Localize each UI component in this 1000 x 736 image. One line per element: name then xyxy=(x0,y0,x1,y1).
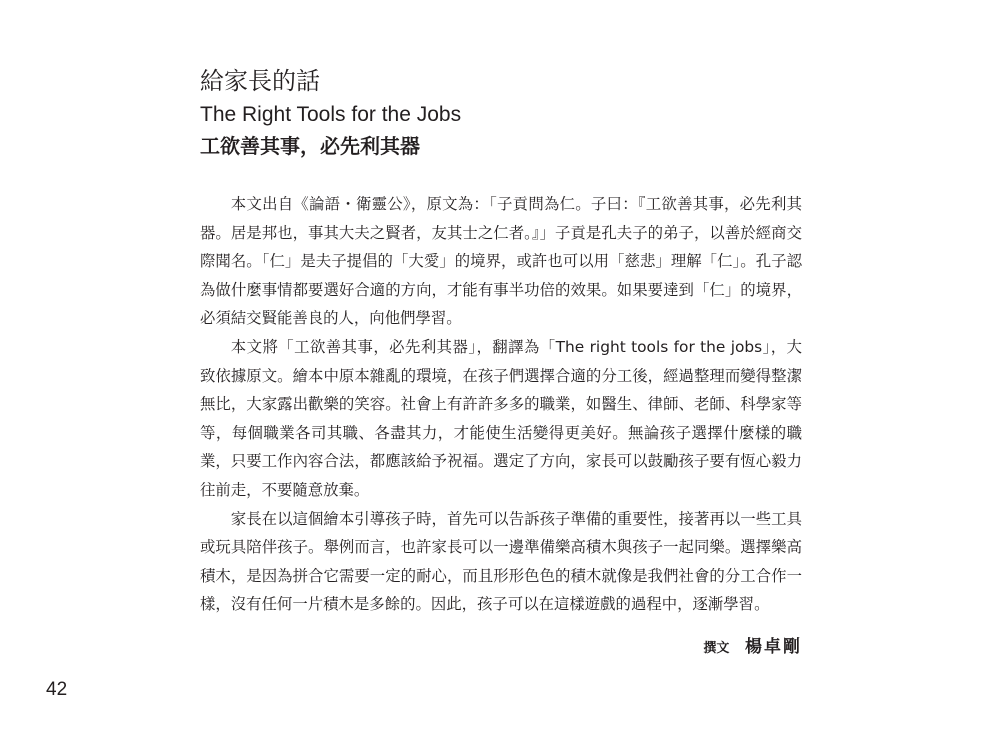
chinese-subtitle: 工欲善其事，必先利其器 xyxy=(200,134,420,158)
page-title: 給家長的話 xyxy=(200,67,320,95)
page-number: 42 xyxy=(46,679,68,700)
paragraph-2: 本文將「工欲善其事，必先利其器」，翻譯為「The right tools for the jobs」，大致依據原文。繪本中原本雜亂的環境，在孩子們選擇合適的分工後，經過整理而變得整潔無比，大家露出歡樂的笑容。社會上有許許多多的職業，如醫生、律師、老師、科學家等等，每個職業各司其職、各盡其力，才能使生活變得更美好。無論孩子選擇什麼樣的職業，只要工作內容合法，都應該給予祝福。選定了方向，家長可以鼓勵孩子要有恆心毅力往前走，不要隨意放棄。 xyxy=(200,337,802,499)
author-signature xyxy=(703,632,802,657)
signature-label: 撰文 xyxy=(703,641,730,656)
english-title: The Right Tools for the Jobs xyxy=(200,103,462,126)
author-name: 楊卓剛 xyxy=(745,637,802,657)
paragraph-3: 家長在以這個繪本引導孩子時，首先可以告訴孩子準備的重要性，接著再以一些工具或玩具陪伴孩子。舉例而言，也許家長可以一邊準備樂高積木與孩子一起同樂。選擇樂高積木，是因為拼合它需要一定的耐心，而且形形色色的積木就像是我們社會的分工合作一樣，沒有任何一片積木是多餘的。因此，孩子可以在這樣遊戲的過程中，逐漸學習。 xyxy=(200,509,802,614)
article-body xyxy=(200,190,802,619)
heading-block xyxy=(200,66,820,160)
paragraph-1: 本文出自《論語・衛靈公》，原文為：「子貢問為仁。子曰：『工欲善其事，必先利其器。居是邦也，事其大夫之賢者，友其士之仁者。』」子貢是孔夫子的弟子，以善於經商交際聞名。「仁」是夫子提倡的「大愛」的境界，或許也可以用「慈悲」理解「仁」。孔子認為做什麼事情都要選好合適的方向，才能有事半功倍的效果。如果要達到「仁」的境界，必須結交賢能善良的人，向他們學習。 xyxy=(200,195,802,328)
